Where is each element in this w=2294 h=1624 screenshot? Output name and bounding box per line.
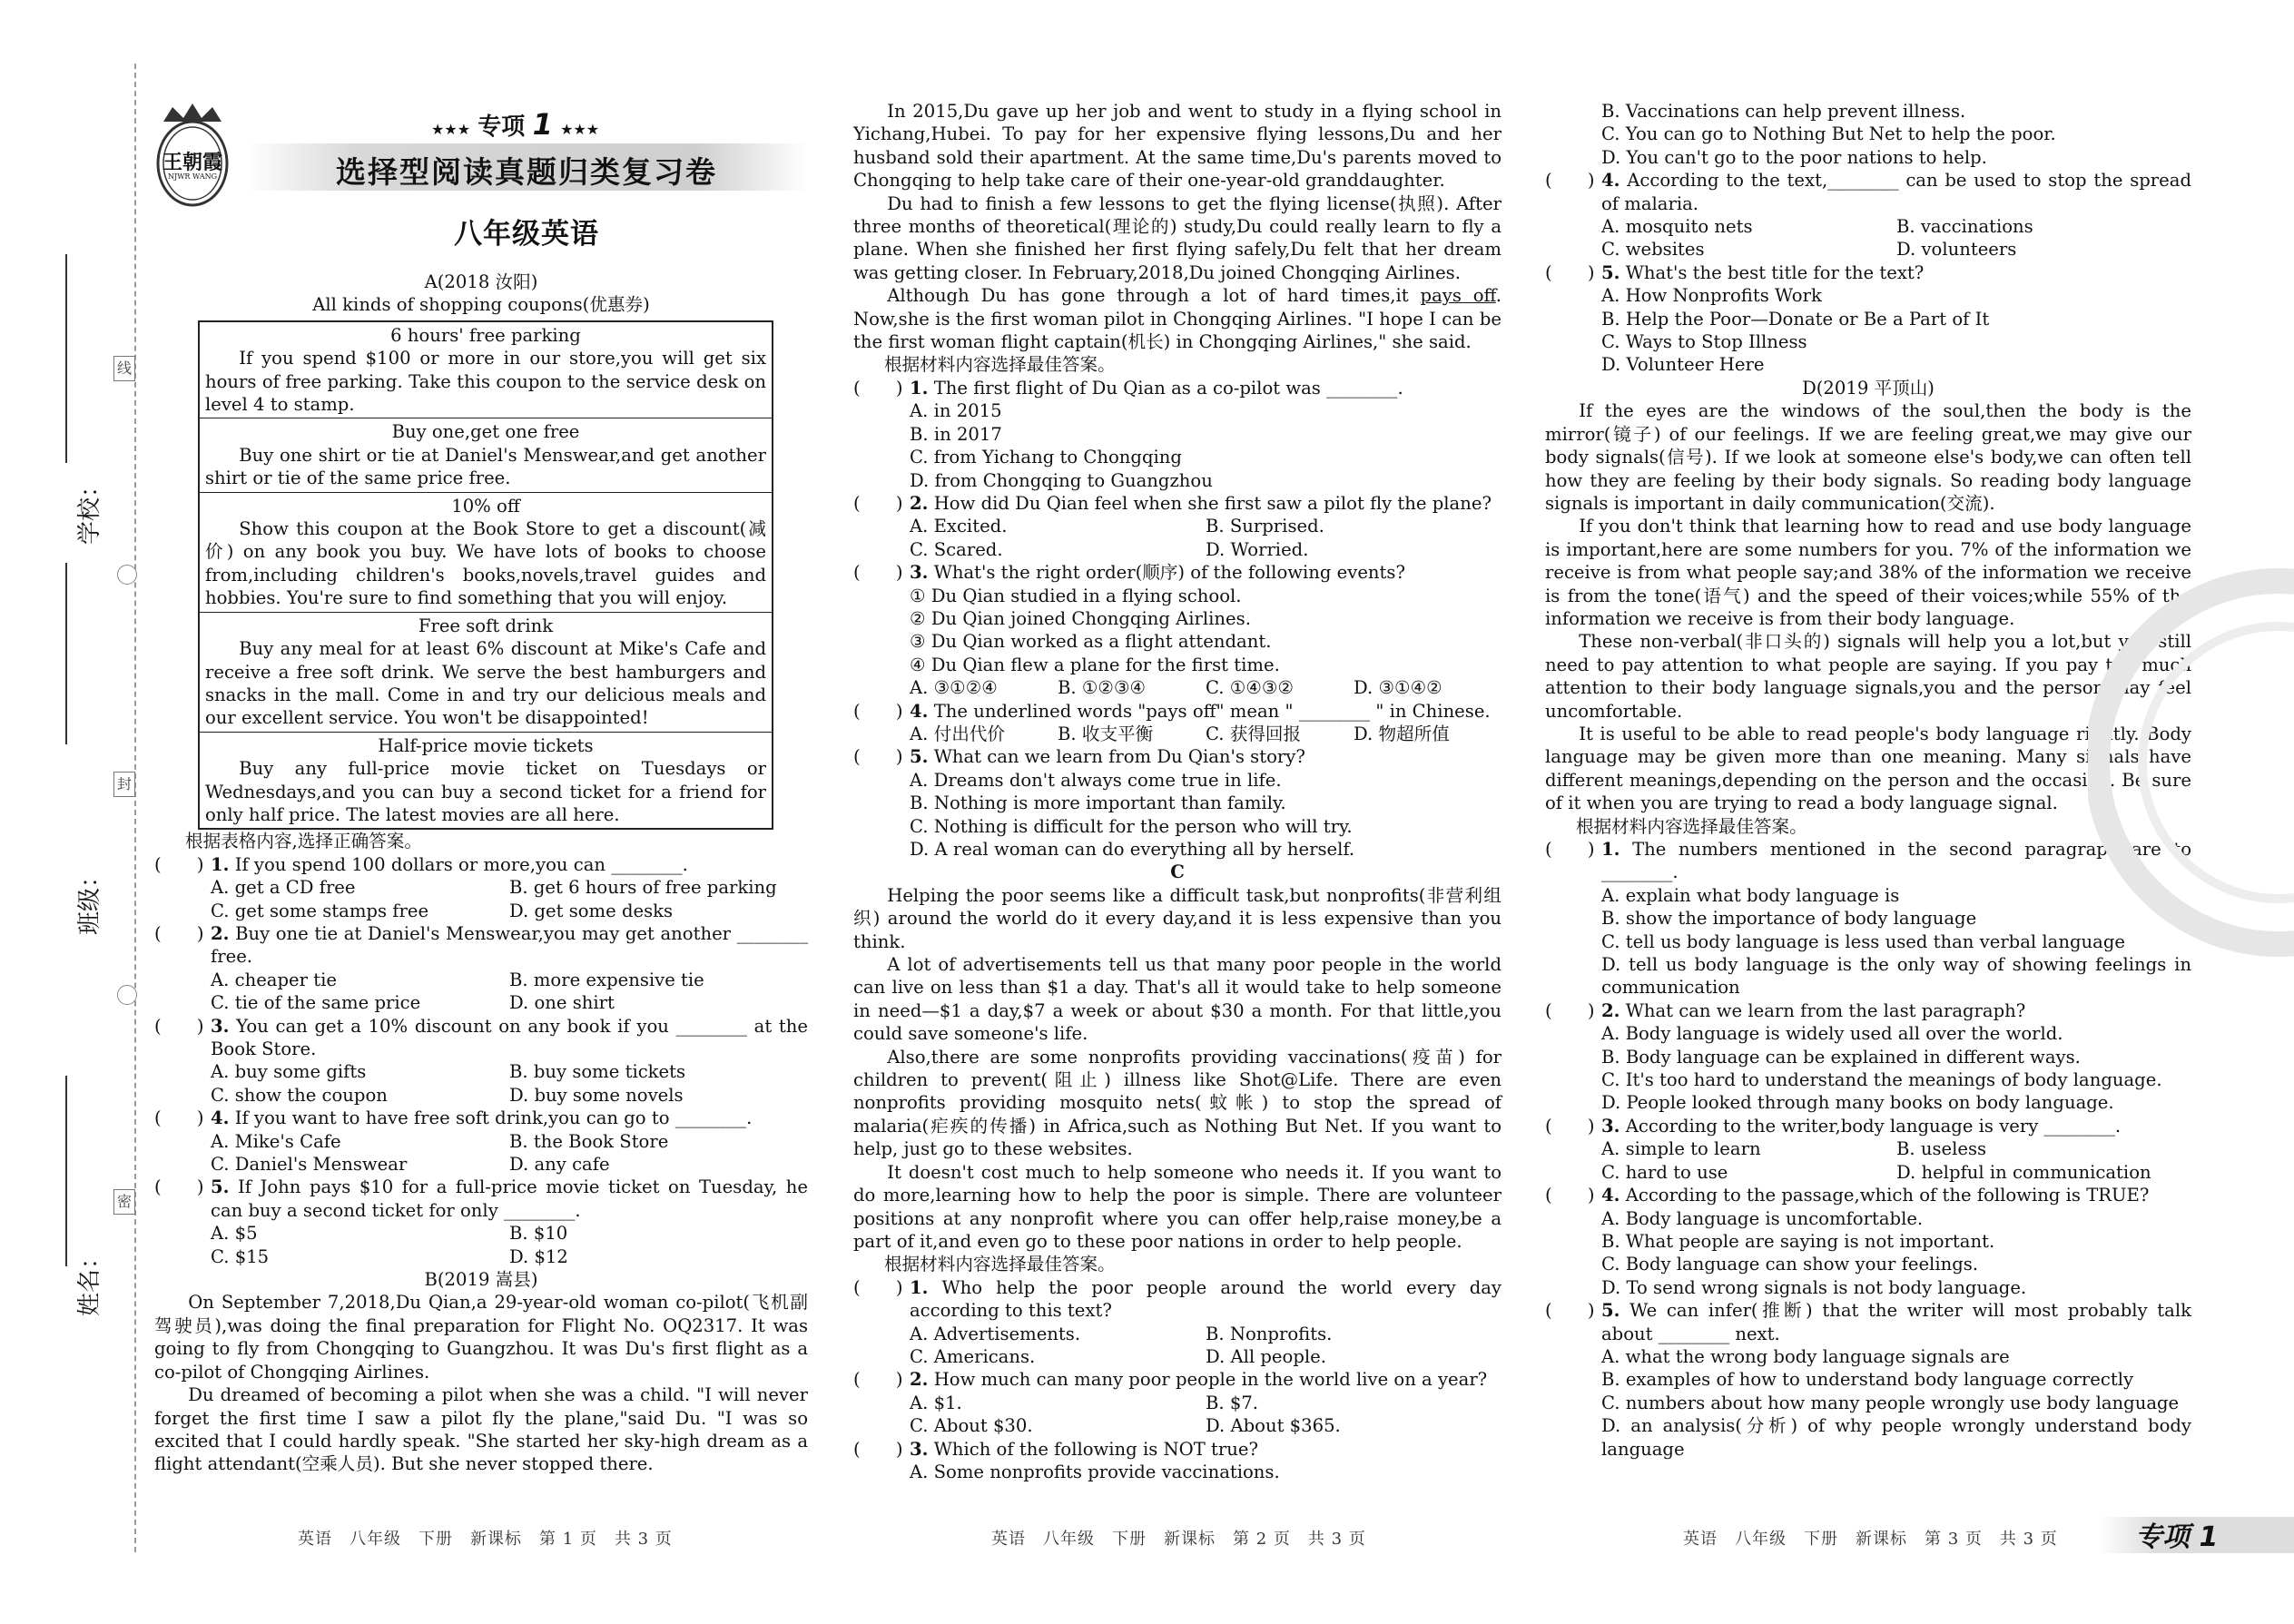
question-number: 1. [910,1276,929,1298]
question [853,1438,1501,1461]
answer-blank[interactable]: ( ) [853,1369,903,1391]
answer-options [1545,284,2191,377]
footer-page-3: 英语 八年级 下册 新课标 第 3 页 共 3 页 [1683,1530,2058,1549]
answer-option[interactable]: A. Body language is widely used all over the world. [1601,1023,2063,1045]
answer-option[interactable]: C. show the coupon [211,1084,388,1106]
question-number: 2. [1601,999,1620,1021]
answer-options [853,1323,1501,1369]
question [154,853,808,876]
answer-blank[interactable]: ( ) [1545,1300,1595,1322]
passage-b-paragraph: Du dreamed of becoming a pilot when she was a child. "I will never forget the first time I saw a pilot fly the plane,"said Du. "I was so excited that I could hardly speak. "She started her sky-high dream as a flight attendant(空乘人员). But she never stopped there. [154,1384,808,1475]
answer-option[interactable]: C. tie of the same price [211,992,421,1014]
question [853,377,1501,399]
answer-option[interactable]: D. from Chongqing to Guangzhou [910,469,1213,491]
passage-d-head: D(2019 平顶山) [1802,377,1935,399]
passage-b-paragraph [853,284,1501,353]
question-text: We can infer(推断) that the writer will most probably talk about ________ next. [1601,1300,2191,1344]
answer-options [1545,215,2191,261]
coupon-table [198,320,773,831]
answer-option[interactable]: A. $5 [211,1223,258,1245]
question-number: 4. [910,700,929,722]
question-text: According to the passage,which of the following is TRUE? [1625,1185,2150,1206]
answer-option[interactable]: C. numbers about how many people wrongly use body language [1601,1392,2180,1413]
answer-blank[interactable]: ( ) [154,853,204,875]
answer-option[interactable]: D. ③①④② [1354,677,1442,699]
question-number: 1. [211,853,230,875]
answer-option[interactable]: D. A real woman can do everything all by herself. [910,839,1355,860]
answer-option[interactable]: B. ①②③④ [1058,677,1147,699]
question-number: 1. [1601,839,1620,860]
passage-b-text: Although Du has gone through a lot of hard times,it [887,285,1421,307]
passage-c-paragraph: It doesn't cost much to help someone who needs it. If you want to do more,learning how to help the poor is simple. There are volunteer positions at any nonprofit where you can offer help,raise money,be a part of it,and even go to these poor nations in order to help people. [853,1161,1501,1252]
passage-a-questions [154,853,808,1268]
answer-option[interactable]: B. buy some tickets [509,1061,686,1083]
question-text: Buy one tie at Daniel's Menswear,you may get another ________ free. [211,922,808,968]
answer-option[interactable]: C. from Yichang to Chongqing [910,447,1182,468]
question [853,1368,1501,1391]
answer-options [853,1461,1501,1483]
answer-options [853,585,1501,677]
passage-c-paragraph: Helping the poor seems like a difficult task,but nonprofits(非营利组织) around the world do it every day,and it is less expensive than you think. [853,884,1501,952]
answer-option[interactable]: C. hard to use [1601,1161,1728,1183]
passage-c-paragraph: Also,there are some nonprofits providing vaccinations(疫苗) for children to prevent(阻止) illness like Shot@Life. There are even nonprofits providing mosquito nets(蚊帐) to stop the spread of malaria(疟疾的传播) in Africa,such as Nothing But Net. If you want to help, just go to these websites. [853,1046,1501,1160]
answer-option[interactable]: A. cheaper tie [211,969,337,990]
answer-option[interactable]: D. Volunteer Here [1601,354,1765,376]
passage-b-text: . Now,she is the first woman pilot in Chongqing Airlines. "I hope I can be the first woman flight captain(机长) in Chongqing Airlines," she said. [853,285,1502,353]
question [853,561,1501,584]
coupon-title: Half-price movie tickets [378,734,594,756]
answer-option[interactable]: A. buy some gifts [211,1061,367,1083]
answer-blank[interactable]: ( ) [154,922,204,944]
answer-option[interactable]: ③ Du Qian worked as a flight attendant. [910,631,1272,653]
answer-option[interactable]: B. $10 [509,1223,568,1245]
question-text: What can we learn from the last paragraph? [1625,999,2026,1021]
passage-d-paragraph: If the eyes are the windows of the soul,then the body is the mirror(镜子) of our feelings. If we are feeling great,we may give our body signals(信号). If we look at someone else's body,we can often tell how they are feeling by their body signals. So reading body language signals is important in daily communication(交流). [1545,400,2191,514]
answer-blank[interactable]: ( ) [154,1015,204,1037]
question-number: 4. [211,1107,230,1129]
answer-options [853,515,1501,561]
question-text: Who help the poor people around the world every day according to this text? [910,1276,1501,1322]
answer-options [853,676,1501,699]
question-number: 2. [910,1369,929,1391]
answer-option[interactable]: A. mosquito nets [1601,216,1753,238]
passage-c-instruction: 根据材料内容选择最佳答案。 [884,1254,1116,1275]
passage-d-paragraph: If you don't think that learning how to read and use body language is important,here are some numbers for you. 7% of the information we receive is from what people say;and 38% of the information we receive is from the tone(语气) and the speed of their voices;while 55% of the information we receive is from their body language. [1545,516,2191,629]
answer-option[interactable]: B. in 2017 [910,423,1002,445]
stars-left: ★★★ [431,121,471,138]
answer-options [154,1060,808,1107]
answer-blank[interactable]: ( ) [853,1276,903,1298]
answer-blank[interactable]: ( ) [1545,170,1595,192]
column-2 [853,100,1501,1483]
answer-options [1545,1345,2191,1461]
answer-option[interactable]: C. tell us body language is less used than verbal language [1601,930,2125,952]
answer-option[interactable]: D. Worried. [1206,538,1309,560]
logo-text: 王朝霞 [162,151,222,174]
question [1545,169,2191,215]
coupon-title: Free soft drink [418,615,554,636]
stars-right: ★★★ [560,121,600,138]
answer-option[interactable]: D. About $365. [1206,1415,1341,1437]
answer-options [853,723,1501,745]
coupon-text: Buy any meal for at least 6% discount at Mike's Cafe and receive a free soft drink. We serve the best hamburgers and snacks in the mall. Come in and try our delicious meals and our excellent service. You won't be disappointed! [205,638,766,729]
coupon-title: 10% off [451,495,520,517]
answer-option[interactable]: B. vaccinations [1896,216,2033,238]
underlined-phrase: pays off [1420,285,1496,307]
question [1545,1299,2191,1345]
passage-d-instruction: 根据材料内容选择最佳答案。 [1576,815,1807,837]
answer-option[interactable]: A. explain what body language is [1601,884,1900,906]
coupon-3 [200,493,772,613]
answer-option[interactable]: D. buy some novels [509,1084,684,1106]
coupon-text: Buy one shirt or tie at Daniel's Menswear,and get another shirt or tie of the same price free. [205,444,766,489]
binding-hole-1 [117,565,137,585]
series-number: 1 [532,107,553,142]
question-text: According to the writer,body language is very ________. [1625,1115,2122,1137]
answer-option[interactable]: A. $1. [910,1392,962,1413]
passage-c-paragraph: A lot of advertisements tell us that many poor people in the world can live on less than $1 a day. That's all it would take to help someone in need—$1 a day,$7 a week or about $30 a month. For that little,you could save someone's life. [853,954,1501,1045]
question [853,492,1501,515]
answer-options [853,399,1501,492]
answer-blank[interactable]: ( ) [1545,1185,1595,1206]
passage-b-paragraph: On September 7,2018,Du Qian,a 29-year-old woman co-pilot(飞机副驾驶员),was doing the final preparation for Flight No. OQ2317. It was going to fly from Chongqing to Guangzhou. It was Du's first flight as a co-pilot of Chongqing Airlines. [154,1292,808,1383]
question-number: 5. [1601,261,1620,283]
brand-logo [154,102,231,211]
passage-c-questions-cont [1545,100,2191,377]
answer-option[interactable]: C. Body language can show your feelings. [1601,1254,1979,1275]
answer-blank[interactable]: ( ) [853,746,903,768]
answer-option[interactable]: D. tell us body language is the only way of showing feelings in communication [1601,954,2191,999]
passage-b-head: B(2019 嵩县) [424,1269,538,1291]
page-title: 选择型阅读真题归类复习卷 [336,154,717,190]
answer-option[interactable]: B. 收支平衡 [1058,723,1154,744]
answer-option[interactable]: B. examples of how to understand body language correctly [1601,1369,2134,1391]
binding-mark-line: 线 [113,356,135,381]
answer-option[interactable]: C. ①④③② [1206,677,1295,699]
binding-hole-2 [117,985,137,1005]
answer-options [1545,100,2191,169]
question-text: You can get a 10% discount on any book if you ________ at the Book Store. [211,1015,808,1059]
answer-option[interactable]: D. All people. [1206,1345,1326,1367]
answer-option[interactable]: B. Help the Poor—Donate or Be a Part of It [1601,308,1990,330]
class-blank-line [65,563,67,744]
answer-blank[interactable]: ( ) [1545,839,1595,860]
answer-option[interactable]: B. show the importance of body language [1601,908,1977,930]
answer-option[interactable]: ④ Du Qian flew a plane for the first time. [910,654,1280,675]
page-subtitle: 八年级英语 [454,218,599,251]
passage-a-intro: All kinds of shopping coupons(优惠券) [312,294,650,316]
question [853,745,1501,768]
footer-page-1: 英语 八年级 下册 新课标 第 1 页 共 3 页 [298,1530,673,1549]
name-label: 姓名： [76,1245,103,1316]
question-text: If you want to have free soft drink,you can go to ________. [234,1107,753,1129]
passage-c-head: C [1170,861,1185,883]
answer-option[interactable]: B. Vaccinations can help prevent illness. [1601,101,1966,122]
answer-blank[interactable]: ( ) [154,1176,204,1198]
answer-option[interactable]: B. get 6 hours of free parking [509,877,777,899]
class-label: 班级： [76,863,103,935]
answer-option[interactable]: C. You can go to Nothing But Net to help the poor. [1601,123,2056,145]
question-text: According to the text,________ can be used to stop the spread of malaria. [1601,170,2191,214]
answer-option[interactable]: A. 付出代价 [910,723,1005,744]
answer-option[interactable]: C. About $30. [910,1415,1033,1437]
coupon-text: Show this coupon at the Book Store to get a discount(减价) on any book you buy. We have lots of books to choose from,including children's books,novels,travel guides and hobbies. You're sure to find something that you will enjoy. [205,518,766,609]
question-number: 5. [211,1176,230,1198]
answer-option[interactable]: B. Surprised. [1206,516,1324,537]
question-number: 3. [910,1438,929,1460]
question [1545,1115,2191,1137]
answer-option[interactable]: D. any cafe [509,1154,610,1176]
question-text: What's the right order(顺序) of the following events? [933,562,1405,584]
answer-option[interactable]: ① Du Qian studied in a flying school. [910,585,1242,606]
question [853,700,1501,723]
answer-option[interactable]: C. Scared. [910,538,1003,560]
answer-option[interactable]: D. 物超所值 [1354,723,1450,744]
coupon-title: Buy one,get one free [391,421,580,443]
answer-blank[interactable]: ( ) [853,562,903,584]
answer-option[interactable]: C. 获得回报 [1206,723,1302,744]
answer-option[interactable]: C. websites [1601,239,1705,261]
coupon-title: 6 hours' free parking [390,324,581,346]
answer-option[interactable]: B. Body language can be explained in different ways. [1601,1046,2081,1068]
answer-option[interactable]: A. in 2015 [910,400,1002,422]
column-1 [154,271,808,1476]
coupon-4 [200,613,772,733]
answer-option[interactable]: C. $15 [211,1245,270,1267]
answer-option[interactable]: C. get some stamps free [211,900,429,921]
answer-option[interactable]: B. Nothing is more important than family. [910,792,1286,814]
coupon-text: If you spend $100 or more in our store,you will get six hours of free parking. Take this coupon to the service desk on level 4 to stamp. [205,348,766,416]
answer-option[interactable]: C. It's too hard to understand the meanings of body language. [1601,1069,2162,1091]
passage-b-instruction: 根据材料内容选择最佳答案。 [884,354,1116,376]
coupon-5 [200,733,772,829]
passage-c-questions [853,1276,1501,1484]
answer-option[interactable]: A. How Nonprofits Work [1601,285,1822,307]
coupon-text: Buy any full-price movie ticket on Tuesdays or Wednesdays,and you can buy a second ticket for a friend for only half price. The latest movies are all here. [205,758,766,825]
answer-option[interactable]: ② Du Qian joined Chongqing Airlines. [910,607,1251,629]
answer-option[interactable]: D. volunteers [1896,239,2017,261]
watermark-seal-icon [2088,563,2294,962]
answer-options [1545,1137,2191,1184]
answer-options [154,876,808,922]
corner-label: 专项 1 [2135,1521,2219,1553]
answer-blank[interactable]: ( ) [154,1107,204,1129]
answer-option[interactable]: D. You can't go to the poor nations to help. [1601,146,1987,168]
answer-options [853,769,1501,861]
answer-option[interactable]: A. get a CD free [211,877,356,899]
answer-blank[interactable]: ( ) [1545,999,1595,1021]
coupon-1 [200,322,772,419]
name-blank-line [65,1076,67,1266]
question-text: Which of the following is NOT true? [933,1438,1258,1460]
question [154,922,808,969]
school-blank-line [65,254,67,463]
binding-mark-seal: 封 [113,772,135,797]
answer-option[interactable]: C. Ways to Stop Illness [1601,331,1807,353]
passage-b-questions [853,377,1501,861]
question [1545,999,2191,1022]
answer-option[interactable]: D. an analysis(分析) of why people wrongly understand body language [1601,1415,2191,1460]
answer-option[interactable]: A. simple to learn [1601,1138,1761,1160]
passage-d-paragraph: It is useful to be able to read people's body language rightly. Body language may be given more than one meaning. Many signals have different meanings,depending on the person and the occasion. Be sure of it when you are trying to read a body language signal. [1545,723,2191,814]
passage-b-paragraph: Du had to finish a few lessons to get the flying license(执照). After three months of theoretical(理论的) study,Du could really learn to fly a plane. When she finished her first flying safely,Du felt that her dream was getting closer. In February,2018,Du joined Chongqing Airlines. [853,192,1501,283]
question-text: If you spend 100 dollars or more,you can ________. [234,853,688,875]
logo-sub: NJWR WANG [168,172,217,181]
question-text: If John pays $10 for a full-price movie ticket on Tuesday, he can buy a second ticket for only ________. [211,1176,808,1221]
answer-option[interactable]: C. Nothing is difficult for the person who will try. [910,815,1353,837]
question [1545,261,2191,284]
answer-option[interactable]: A. Advertisements. [910,1323,1081,1344]
footer-page-2: 英语 八年级 下册 新课标 第 2 页 共 3 页 [991,1530,1366,1549]
answer-options [853,1392,1501,1438]
question-number: 4. [1601,170,1620,192]
answer-option[interactable]: B. the Book Store [509,1130,669,1152]
answer-option[interactable]: A. Body language is uncomfortable. [1601,1207,1924,1229]
question [853,1276,1501,1323]
binding-dashed-line [134,64,136,1552]
question [1545,1184,2191,1206]
answer-blank[interactable]: ( ) [853,377,903,399]
question-text: The first flight of Du Qian as a co-pilot was ________. [933,377,1403,399]
answer-option[interactable]: D. one shirt [509,992,615,1014]
question-text: How did Du Qian feel when she first saw a pilot fly the plane? [933,492,1492,514]
school-label: 学校： [76,473,103,545]
question-number: 3. [211,1015,230,1037]
answer-option[interactable]: A. Mike's Cafe [211,1130,341,1152]
answer-option[interactable]: B. What people are saying is not important. [1601,1230,1995,1252]
answer-options [154,1130,808,1176]
answer-option[interactable]: A. Some nonprofits provide vaccinations. [910,1461,1280,1482]
question-number: 1. [910,377,929,399]
answer-blank[interactable]: ( ) [853,492,903,514]
answer-option[interactable]: D. To send wrong signals is not body language. [1601,1276,2027,1298]
answer-options [1545,1022,2191,1115]
passage-d-paragraph: These non-verbal(非口头的) signals will help you a lot,but you still need to pay attention to what people are saying. If you pay too much attention to their body language signals,you and the person may feel uncomfortable. [1545,631,2191,722]
coupon-2 [200,418,772,492]
question [154,1015,808,1061]
answer-blank[interactable]: ( ) [853,1438,903,1460]
answer-options [154,969,808,1015]
answer-option[interactable]: A. what the wrong body language signals are [1601,1345,2010,1367]
question-text: What can we learn from Du Qian's story? [933,746,1305,768]
answer-option[interactable]: C. Daniel's Menswear [211,1154,408,1176]
question-number: 2. [910,492,929,514]
answer-option[interactable]: A. Dreams don't always come true in life. [910,769,1282,791]
answer-blank[interactable]: ( ) [1545,1115,1595,1137]
question [154,1107,808,1129]
answer-option[interactable]: B. Nonprofits. [1206,1323,1333,1344]
series-heading [431,107,599,142]
question-number: 2. [211,922,230,944]
answer-option[interactable]: B. $7. [1206,1392,1259,1413]
answer-option[interactable]: C. Americans. [910,1345,1036,1367]
answer-options [1545,1207,2191,1300]
answer-blank[interactable]: ( ) [853,700,903,722]
question-text: The numbers mentioned in the second paragraph are to ________. [1601,839,2191,883]
passage-a-instruction: 根据表格内容,选择正确答案。 [185,831,422,852]
question-text: What's the best title for the text? [1625,261,1925,283]
binding-mark-secret: 密 [113,1189,135,1215]
question-number: 5. [910,746,929,768]
question [154,1176,808,1222]
answer-option[interactable]: D. helpful in communication [1896,1161,2151,1183]
question-number: 3. [910,562,929,584]
question-number: 3. [1601,1115,1620,1137]
answer-option[interactable]: D. People looked through many books on body language. [1601,1092,2114,1114]
answer-option[interactable]: B. more expensive tie [509,969,704,990]
answer-option[interactable]: A. ③①②④ [910,677,998,699]
answer-option[interactable]: D. $12 [509,1245,568,1267]
answer-options [154,1222,808,1268]
question-number: 4. [1601,1185,1620,1206]
passage-a-head: A(2018 汝阳) [424,271,538,292]
question-number: 5. [1601,1300,1620,1322]
answer-option[interactable]: A. Excited. [910,516,1008,537]
question-text: How much can many poor people in the world live on a year? [933,1369,1488,1391]
passage-b-paragraph: In 2015,Du gave up her job and went to study in a flying school in Yichang,Hubei. To pay for her expensive flying lessons,Du and her husband sold their apartment. At the same time,Du's parents moved to Chongqing to help take care of their one-year-old granddaughter. [853,101,1501,192]
answer-option[interactable]: D. get some desks [509,900,674,921]
answer-blank[interactable]: ( ) [1545,261,1595,283]
answer-option[interactable]: B. useless [1896,1138,1987,1160]
question-text: The underlined words "pays off" mean " ________ " in Chinese. [933,700,1491,722]
series-label: 专项 [478,113,526,141]
